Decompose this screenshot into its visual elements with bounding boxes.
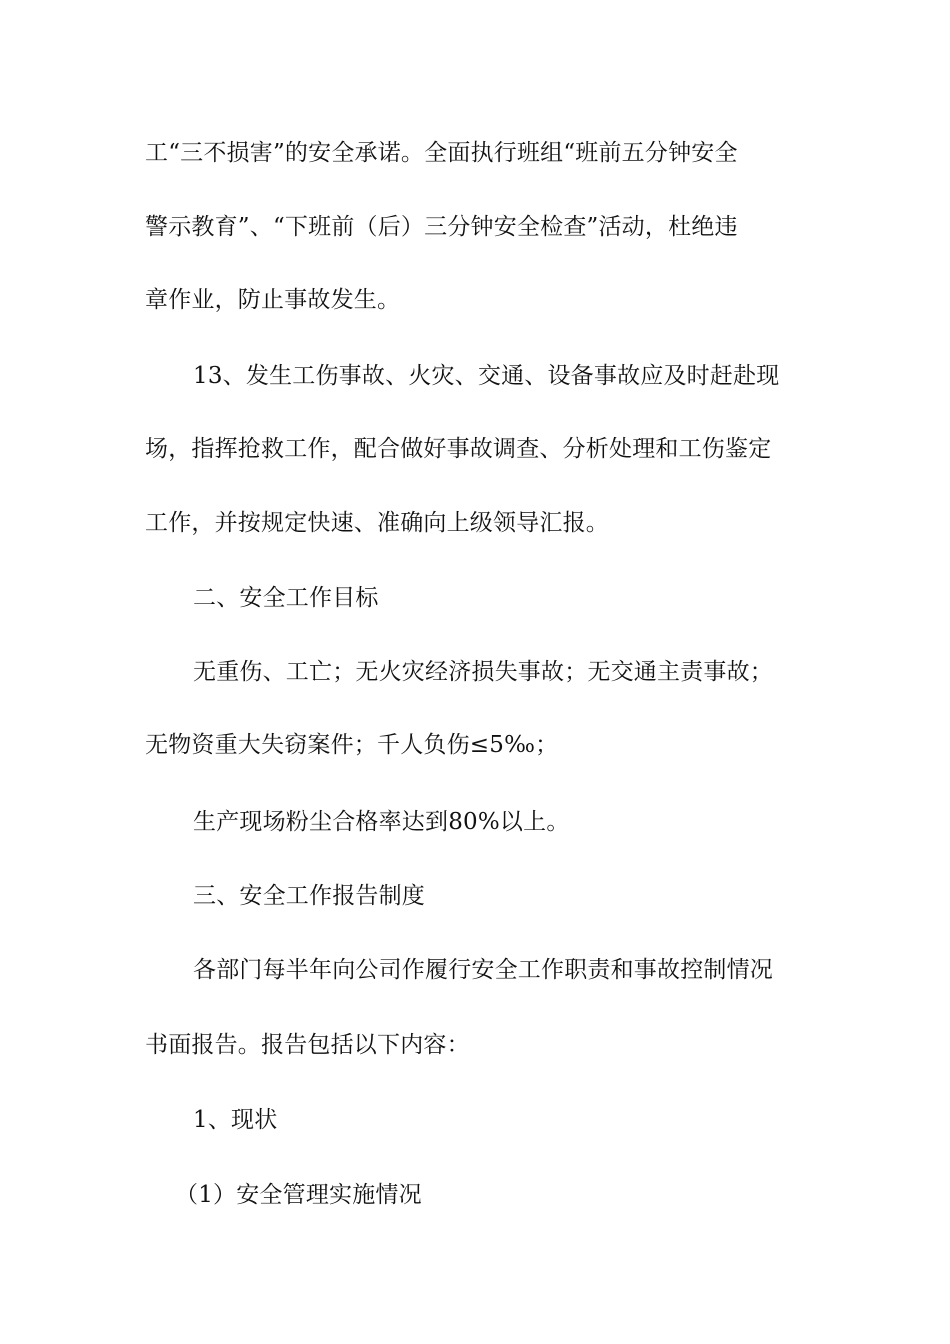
section-heading-2: 二、安全工作目标	[193, 585, 379, 611]
paragraph-line-1: 工“三不损害”的安全承诺。全面执行班组“班前五分钟安全	[145, 140, 738, 166]
paragraph-line-9: 无物资重大失窃案件；千人负伤≤5‰；	[145, 732, 559, 758]
paragraph-line-2: 警示教育”、“下班前（后）三分钟安全检查”活动，杜绝违	[145, 214, 738, 240]
paragraph-line-6: 工作，并按规定快速、准确向上级领导汇报。	[145, 510, 609, 536]
subheading-1-1: （1）安全管理实施情况	[175, 1182, 422, 1208]
section-heading-3: 三、安全工作报告制度	[193, 883, 425, 909]
paragraph-line-5: 场，指挥抢救工作，配合做好事故调查、分析处理和工伤鉴定	[145, 436, 772, 462]
paragraph-line-13: 书面报告。报告包括以下内容：	[145, 1032, 470, 1058]
paragraph-line-4: 13、发生工伤事故、火灾、交通、设备事故应及时赶赴现	[193, 363, 780, 389]
paragraph-line-12: 各部门每半年向公司作履行安全工作职责和事故控制情况	[193, 957, 773, 983]
subheading-1: 1、现状	[193, 1107, 278, 1133]
paragraph-line-3: 章作业，防止事故发生。	[145, 287, 401, 313]
paragraph-line-10: 生产现场粉尘合格率达到80%以上。	[193, 809, 570, 835]
paragraph-line-8: 无重伤、工亡；无火灾经济损失事故；无交通主责事故；	[193, 659, 773, 685]
